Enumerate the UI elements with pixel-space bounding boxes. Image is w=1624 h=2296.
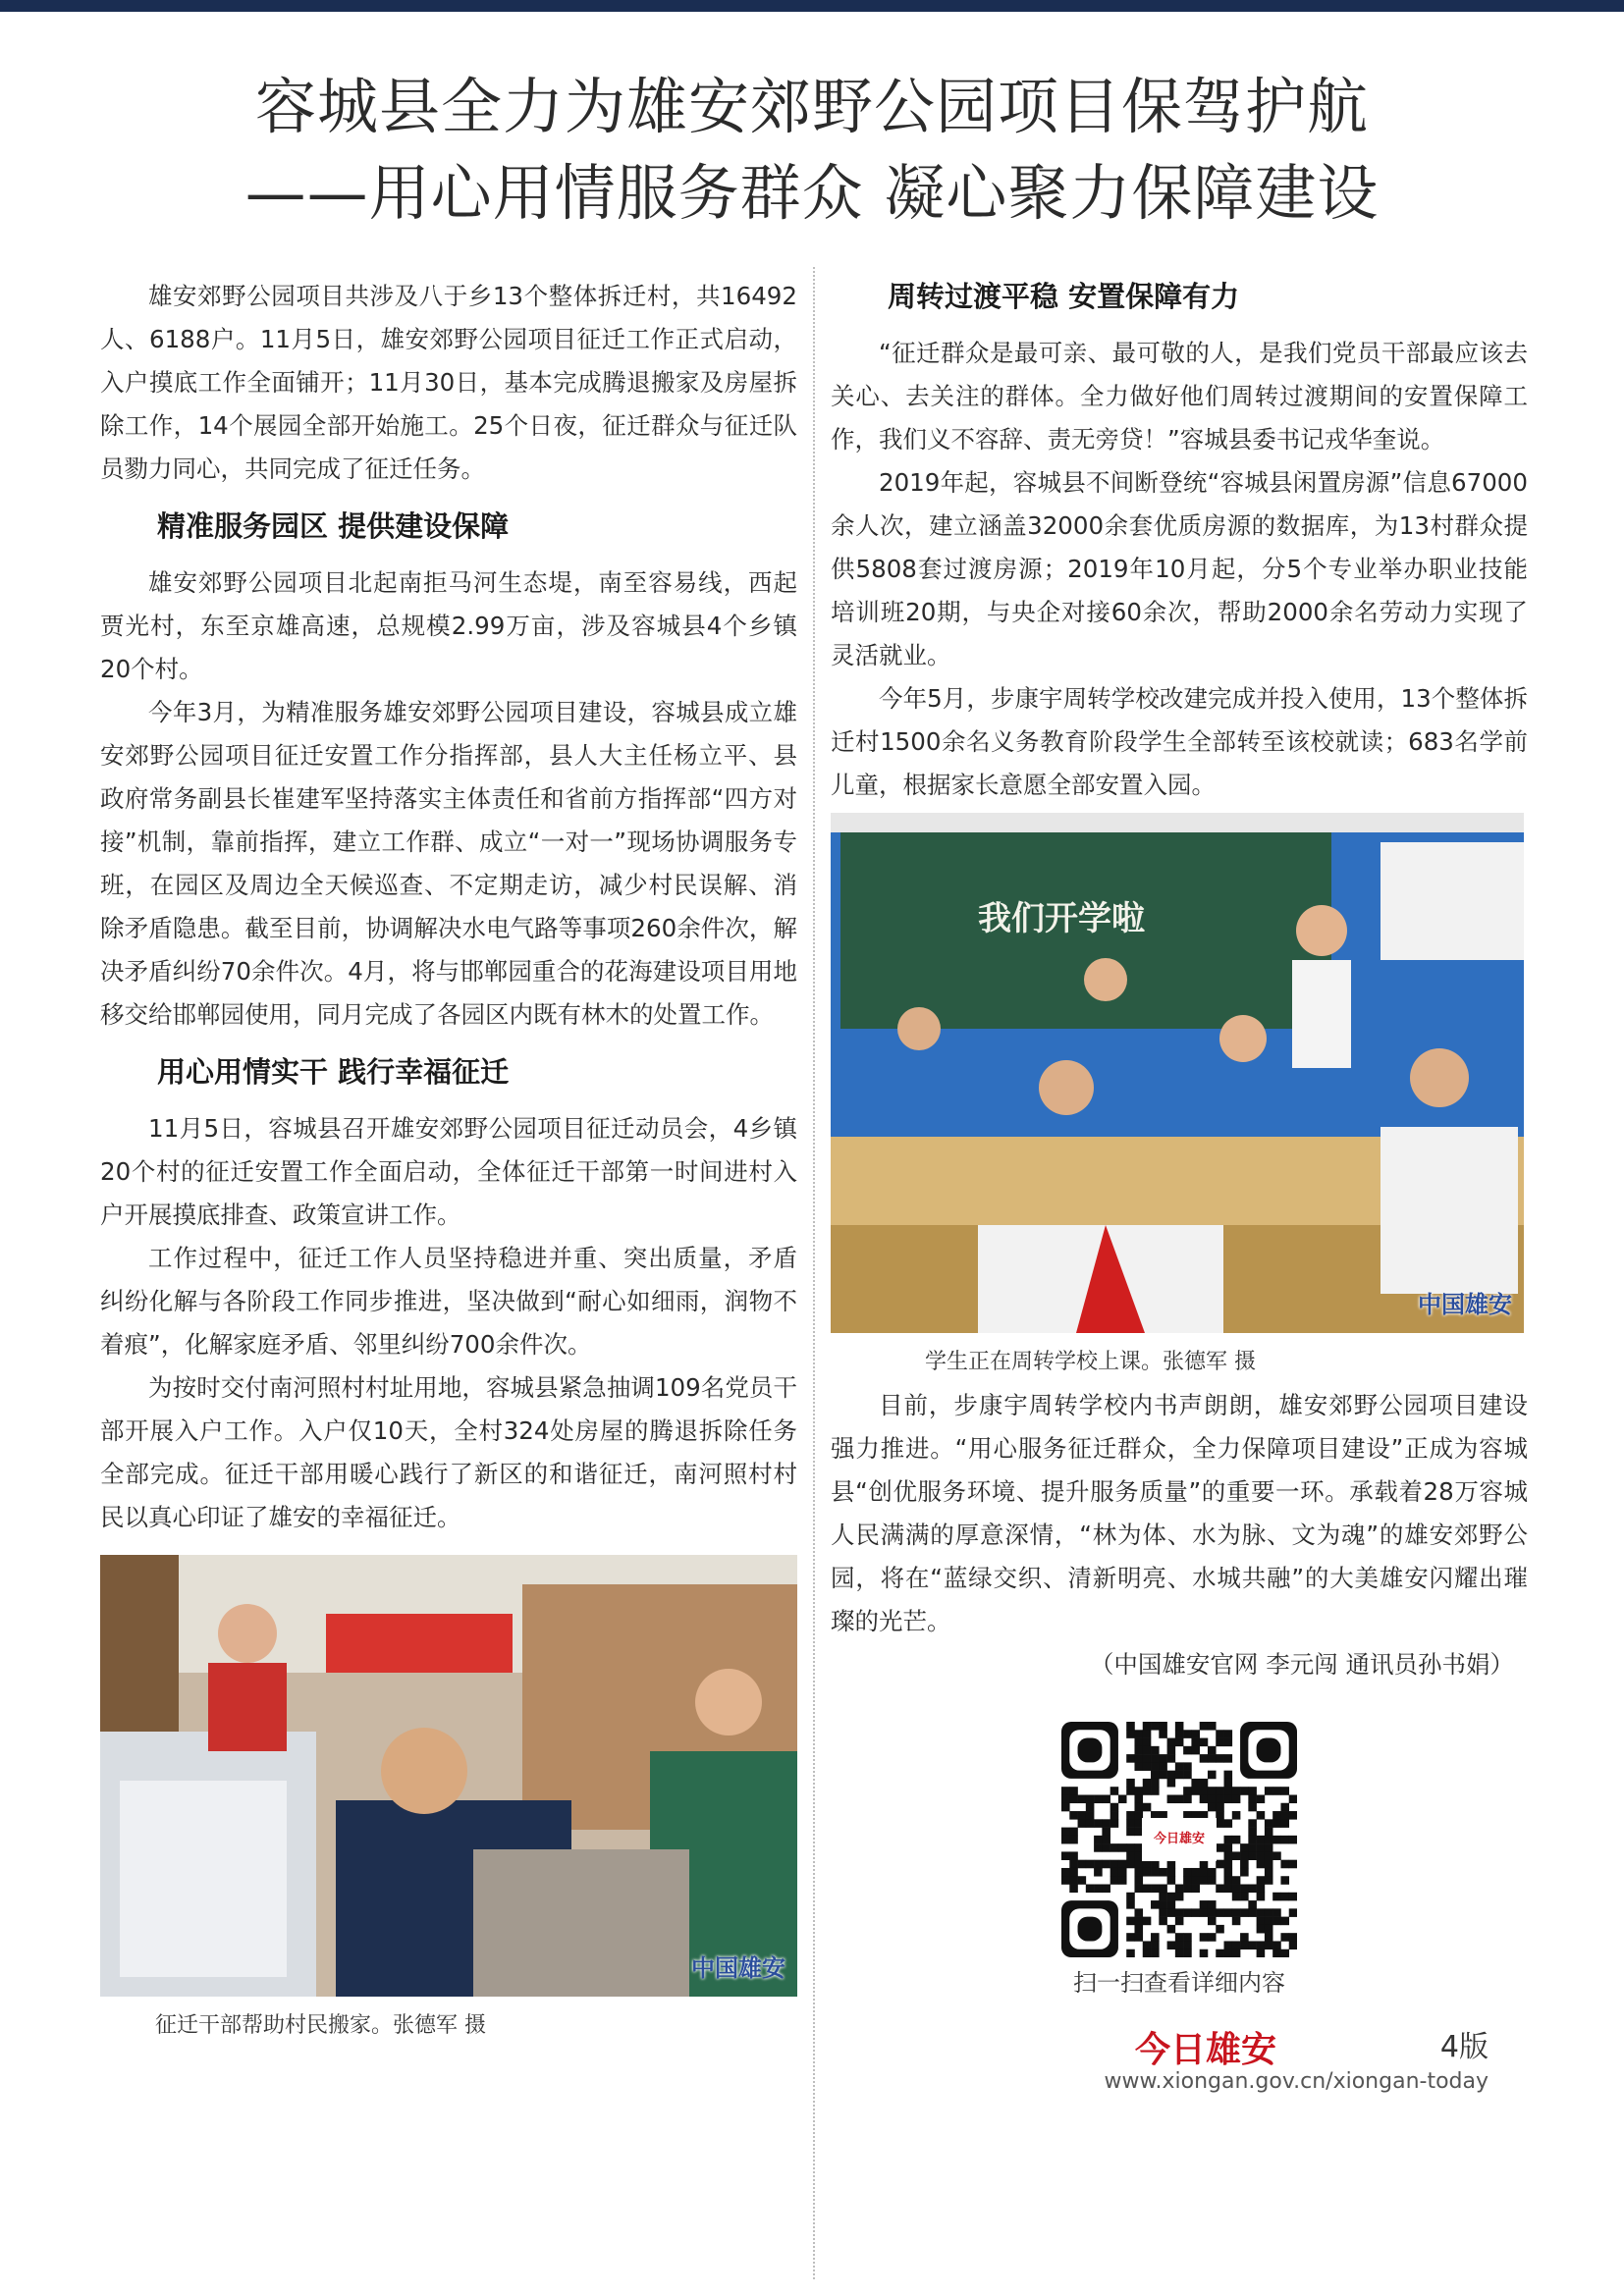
right-column (831, 275, 1528, 2110)
photo-caption: 征迁干部帮助村民搬家。张德军 摄 (155, 2013, 486, 2038)
paragraph: 雄安郊野公园项目北起南拒马河生态堤，南至容易线，西起贾光村，东至京雄高速，总规模2.99万亩，涉及容城县4个乡镇20个村。 (100, 568, 797, 683)
qr-caption: 扫一扫查看详细内容 (1073, 1969, 1285, 1997)
watermark: 中国雄安 (691, 1953, 785, 1982)
classroom-photo (831, 813, 1524, 1333)
brand-logo: 今日雄安 (1135, 2029, 1277, 2070)
column-divider (813, 267, 815, 2279)
section-heading: 周转过渡平稳 安置保障有力 (888, 280, 1240, 313)
paragraph: 2019年起，容城县不间断登统“容城县闲置房源”信息67000余人次，建立涵盖32000余套优质房源的数据库，为13村群众提供5808套过渡房源；2019年10月起，分5个专业举办职业技能培训班20期，与央企对接60余次，帮助2000余名劳动力实现了灵活就业。 (831, 468, 1528, 669)
qr-logo: 今日雄安 (1142, 1818, 1217, 1861)
paragraph: 目前，步康宇周转学校内书声朗朗，雄安郊野公园项目建设强力推进。“用心服务征迁群众，全力保障项目建设”正成为容城县“创优服务环境、提升服务质量”的重要一环。承载着28万容城人民满满的厚意深情，“林为体、水为脉、文为魂”的雄安郊野公园，将在“蓝绿交织、清新明亮、水城共融”的大美雄安闪耀出璀璨的光芒。 (831, 1391, 1528, 1635)
intro-paragraph: 雄安郊野公园项目共涉及八于乡13个整体拆迁村，共16492人、6188户。11月5日，雄安郊野公园项目征迁工作正式启动，入户摸底工作全面铺开；11月30日，基本完成腾退搬家及房屋拆除工作，14个展园全部开始施工。25个日夜，征迁群众与征迁队员勠力同心，共同完成了征迁任务。 (100, 282, 797, 483)
paragraph: 今年5月，步康宇周转学校改建完成并投入使用，13个整体拆迁村1500余名义务教育阶段学生全部转至该校就读；683名学前儿童，根据家长意愿全部安置入园。 (831, 684, 1528, 799)
moving-photo (100, 1555, 797, 1997)
qr-code[interactable] (1061, 1722, 1297, 1957)
watermark: 中国雄安 (1418, 1290, 1512, 1318)
page-number: 4版 (1439, 2030, 1489, 2064)
top-bar (0, 0, 1624, 12)
source-credit: （中国雄安官网 李元闯 通讯员孙书娟） (1089, 1650, 1514, 1679)
site-url[interactable]: www.xiongan.gov.cn/xiongan-today (1104, 2069, 1489, 2094)
paragraph: “征迁群众是最可亲、最可敬的人，是我们党员干部最应该去关心、去关注的群体。全力做好他们周转过渡期间的安置保障工作，我们义不容辞、责无旁贷！”容城县委书记戎华奎说。 (831, 339, 1528, 454)
footer (831, 2022, 1528, 2110)
qr-block (1052, 1722, 1307, 2002)
subheadline: ——用心用情服务群众 凝心聚力保障建设 (244, 157, 1380, 229)
headline: 容城县全力为雄安郊野公园项目保驾护航 (254, 71, 1369, 142)
paragraph: 11月5日，容城县召开雄安郊野公园项目征迁动员会，4乡镇20个村的征迁安置工作全面启动，全体征迁干部第一时间进村入户开展摸底排查、政策宣讲工作。 (100, 1114, 797, 1229)
paragraph: 工作过程中，征迁工作人员坚持稳进并重、突出质量，矛盾纠纷化解与各阶段工作同步推进，坚决做到“耐心如细雨，润物不着痕”，化解家庭矛盾、邻里纠纷700余件次。 (100, 1244, 797, 1359)
section-heading: 用心用情实干 践行幸福征迁 (157, 1055, 510, 1089)
left-column (100, 275, 797, 2044)
paragraph: 今年3月，为精准服务雄安郊野公园项目建设，容城县成立雄安郊野公园项目征迁安置工作分指挥部，县人大主任杨立平、县政府常务副县长崔建军坚持落实主体责任和省前方指挥部“四方对接”机制，靠前指挥，建立工作群、成立“一对一”现场协调服务专班，在园区及周边全天候巡查、不定期走访，减少村民误解、消除矛盾隐患。截至目前，协调解决水电气路等事项260余件次，解决矛盾纠纷70余件次。4月，将与邯郸园重合的花海建设项目用地移交给邯郸园使用，同月完成了各园区内既有林木的处置工作。 (100, 698, 797, 1029)
chalkboard-text: 我们开学啦 (978, 899, 1145, 938)
paragraph: 为按时交付南河照村村址用地，容城县紧急抽调109名党员干部开展入户工作。入户仅10天，全村324处房屋的腾退拆除任务全部完成。征迁干部用暖心践行了新区的和谐征迁，南河照村村民以真心印证了雄安的幸福征迁。 (100, 1373, 797, 1531)
photo-caption: 学生正在周转学校上课。张德军 摄 (925, 1350, 1256, 1374)
section-heading: 精准服务园区 提供建设保障 (157, 509, 510, 543)
